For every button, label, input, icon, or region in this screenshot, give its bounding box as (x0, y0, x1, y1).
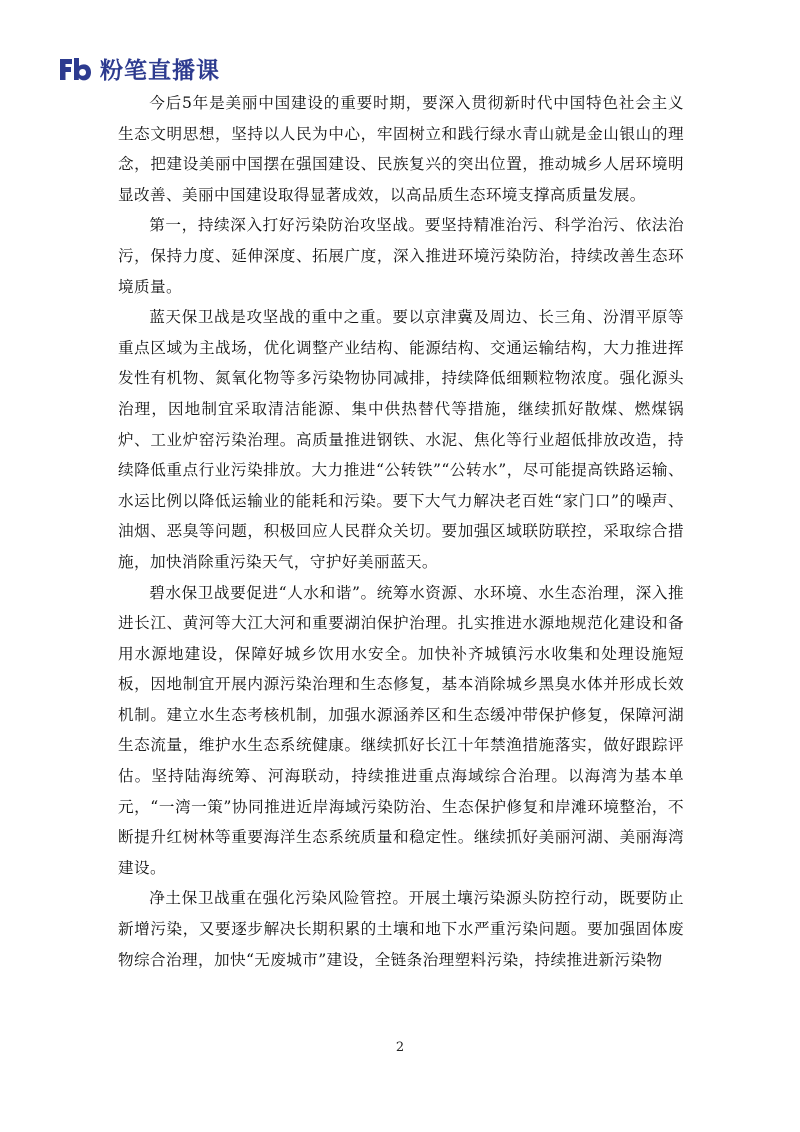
paragraph: 蓝天保卫战是攻坚战的重中之重。要以京津冀及周边、长三角、汾渭平原等重点区域为主战场，优化调整产业结构、能源结构、交通运输结构，大力推进挥发性有机物、氮氧化物等多污染物协同减排，持续降低细颗粒物浓度。强化源头治理，因地制宜采取清洁能源、集中供热替代等措施，继续抓好散煤、燃煤锅炉、工业炉窑污染治理。高质量推进钢铁、水泥、焦化等行业超低排放改造，持续降低重点行业污染排放。大力推进“公转铁”“公转水”，尽可能提高铁路运输、水运比例以降低运输业的能耗和污染。要下大气力解决老百姓“家门口”的噪声、油烟、恶臭等问题，积极回应人民群众关切。要加强区域联防联控，采取综合措施，加快消除重污染天气，守护好美丽蓝天。 (118, 308, 684, 571)
page-number: 2 (395, 1040, 405, 1055)
paragraph: 第一，持续深入打好污染防治攻坚战。要坚持精准治污、科学治污、依法治污，保持力度、延伸深度、拓展广度，深入推进环境污染防治，持续改善生态环境质量。 (118, 216, 684, 296)
paragraph: 今后5年是美丽中国建设的重要时期，要深入贯彻新时代中国特色社会主义生态文明思想，坚持以人民为中心，牢固树立和践行绿水青山就是金山银山的理念，把建设美丽中国摆在强国建设、民族复兴的突出位置，推动城乡人居环境明显改善、美丽中国建设取得显著成效，以高品质生态环境支撑高质量发展。 (118, 94, 684, 204)
brand-header (58, 52, 220, 85)
paragraph: 碧水保卫战要促进“人水和谐”。统筹水资源、水环境、水生态治理，深入推进长江、黄河等大江大河和重要湖泊保护治理。扎实推进水源地规范化建设和备用水源地建设，保障好城乡饮用水安全。加快补齐城镇污水收集和处理设施短板，因地制宜开展内源污染治理和生态修复，基本消除城乡黑臭水体并形成长效机制。建立水生态考核机制，加强水源涵养区和生态缓冲带保护修复，保障河湖生态流量，维护水生态系统健康。继续抓好长江十年禁渔措施落实，做好跟踪评估。坚持陆海统筹、河海联动，持续推进重点海域综合治理。以海湾为基本单元，“一湾一策”协同推进近岸海域污染防治、生态保护修复和岸滩环境整治，不断提升红树林等重要海洋生态系统质量和稳定性。继续抓好美丽河湖、美丽海湾建设。 (118, 583, 684, 877)
paragraph: 净土保卫战重在强化污染风险管控。开展土壤污染源头防控行动，既要防止新增污染，又要逐步解决长期积累的土壤和地下水严重污染问题。要加强固体废物综合治理，加快“无废城市”建设，全链条治理塑料污染，持续推进新污染物 (118, 889, 684, 969)
article-body (118, 88, 684, 975)
fb-logo-icon (58, 55, 92, 83)
brand-name: 粉笔直播课 (100, 58, 220, 84)
